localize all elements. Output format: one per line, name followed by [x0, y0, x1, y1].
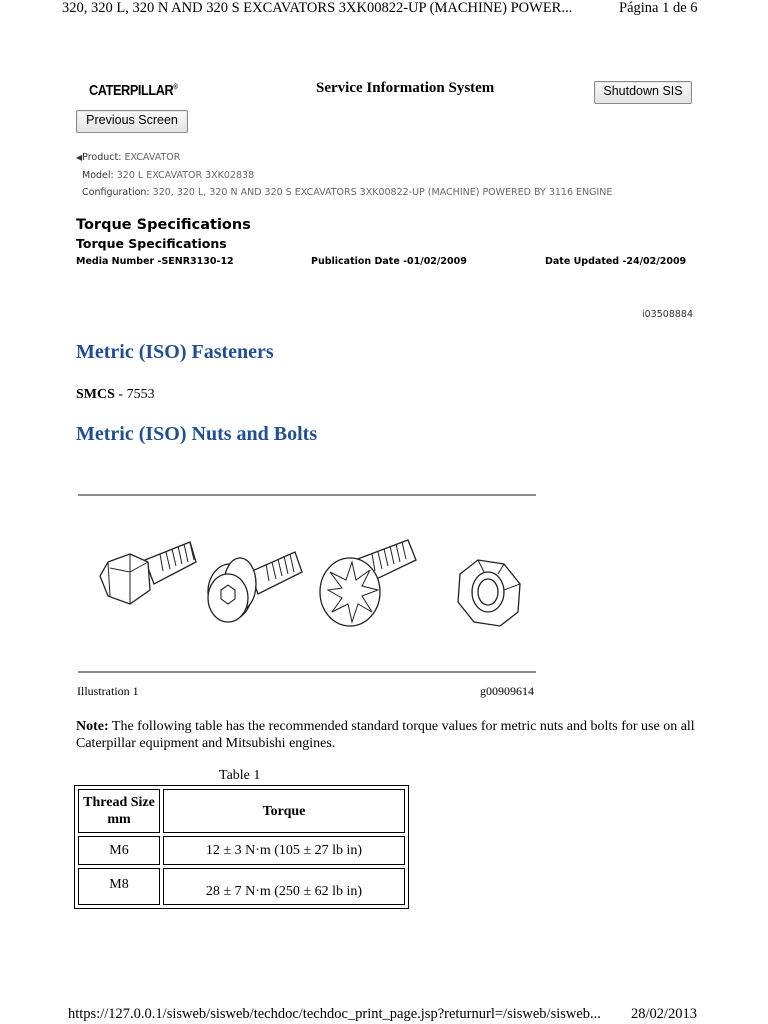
logo-text: CATERPILLAR	[89, 82, 174, 99]
page-number: Página 1 de 6	[619, 0, 698, 16]
date-updated: Date Updated -24/02/2009	[545, 256, 687, 267]
illustration-label: Illustration 1	[77, 684, 139, 698]
hex-nut-icon	[458, 560, 520, 626]
footer-url: https://127.0.0.1/sisweb/sisweb/techdoc/techdoc_print_page.jsp?returnurl=/sisweb/sisweb...	[68, 1006, 601, 1022]
thread-size-cell: M8	[78, 868, 160, 905]
product-line	[76, 149, 612, 167]
model-value: 320 L EXCAVATOR 3XK02838	[116, 169, 255, 181]
table-caption: Table 1	[219, 768, 261, 783]
product-value: EXCAVATOR	[124, 152, 181, 163]
sis-title: Service Information System	[316, 80, 495, 96]
print-footer	[68, 1006, 698, 1023]
section-title: Metric (ISO) Fasteners	[76, 341, 274, 363]
publication-date: Publication Date -01/02/2009	[311, 256, 467, 267]
hex-bolt-icon	[100, 542, 196, 604]
document-title: Torque Specifications	[76, 217, 251, 233]
col-thread-size	[78, 789, 160, 833]
collapse-arrow-icon[interactable]: ◀	[76, 153, 83, 162]
flange-bolt-icon	[320, 540, 416, 626]
torque-cell: 12 ± 3 N·m (105 ± 27 lb in)	[163, 836, 405, 865]
smcs-label: SMCS	[76, 387, 115, 402]
print-header-title: 320, 320 L, 320 N AND 320 S EXCAVATORS 3XK00822-UP (MACHINE) POWER...	[62, 0, 573, 16]
model-label: Model:	[82, 169, 114, 181]
model-line	[76, 167, 612, 185]
smcs-value: - 7553	[114, 387, 155, 402]
subsection-title: Metric (ISO) Nuts and Bolts	[76, 423, 318, 445]
thread-size-cell: M6	[78, 836, 160, 865]
config-label: Configuration:	[82, 187, 150, 198]
socket-head-screw-icon	[208, 552, 302, 622]
configuration-line	[76, 184, 612, 202]
illustration-top-rule	[78, 494, 536, 496]
print-header	[62, 0, 698, 17]
illustration-bottom-rule	[78, 671, 536, 673]
note-paragraph	[76, 719, 696, 752]
previous-screen-button[interactable]: Previous Screen	[76, 110, 188, 133]
illustration-id: g00909614	[480, 684, 534, 698]
logo-mark: ®	[173, 84, 178, 91]
note-text: The following table has the recommended standard torque values for metric nuts and bolts for use on all Caterpillar equipment and Mitsubishi engines.	[76, 719, 695, 751]
table-row	[78, 836, 405, 865]
footer-date: 28/02/2013	[631, 1006, 698, 1022]
product-meta	[76, 149, 612, 202]
smcs-line	[76, 387, 155, 403]
document-subtitle: Torque Specifications	[76, 236, 227, 251]
col-torque: Torque	[163, 789, 405, 833]
fasteners-illustration	[90, 532, 530, 642]
table-header-row	[78, 789, 405, 833]
shutdown-sis-button[interactable]: Shutdown SIS	[594, 81, 692, 104]
media-number: Media Number -SENR3130-12	[76, 256, 234, 267]
col-thread-size-line2: mm	[107, 812, 131, 827]
note-label: Note:	[76, 719, 109, 734]
torque-table	[74, 785, 409, 909]
document-id: i03508884	[642, 309, 693, 320]
torque-cell: 28 ± 7 N·m (250 ± 62 lb in)	[163, 868, 405, 905]
table-row	[78, 868, 405, 905]
product-label: Product:	[82, 152, 122, 163]
caterpillar-logo	[89, 82, 177, 99]
col-thread-size-line1: Thread Size	[83, 795, 155, 810]
config-value: 320, 320 L, 320 N AND 320 S EXCAVATORS 3XK00822-UP (MACHINE) POWERED BY 3116 ENGINE	[152, 187, 613, 198]
